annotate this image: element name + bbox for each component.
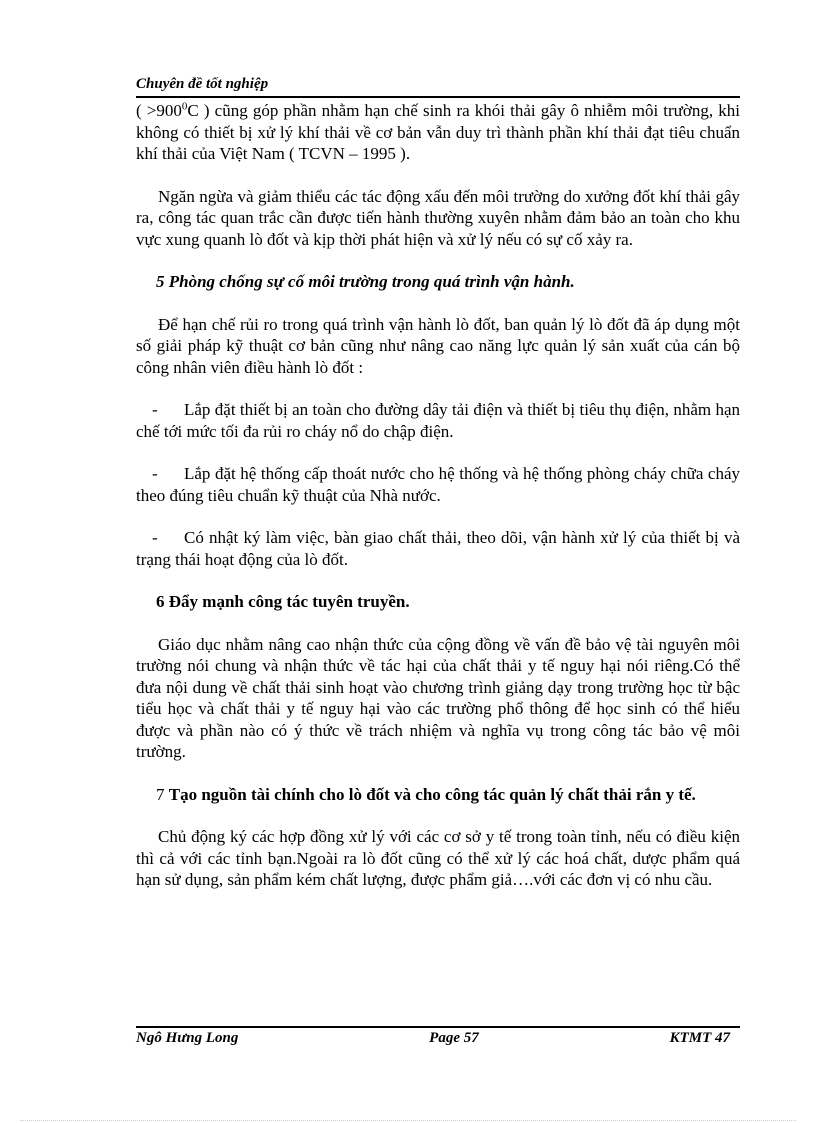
section-5-heading: 5 Phòng chống sự cố môi trường trong quá trình vận hành. xyxy=(156,272,575,291)
bullet-text: Lắp đặt thiết bị an toàn cho đường dây tải điện và thiết bị tiêu thụ điện, nhằm hạn chế tới mức tối đa rủi ro cháy nổ do chập điện. xyxy=(136,400,740,441)
page-footer xyxy=(136,1030,730,1047)
bullet-item xyxy=(136,463,740,506)
dash-bullet: - xyxy=(152,400,158,419)
section-7-heading xyxy=(136,784,740,806)
section-7-title: Tạo nguồn tài chính cho lò đốt và cho công tác quản lý chất thải rắn y tế. xyxy=(168,784,696,804)
document-body xyxy=(136,100,740,891)
intro-rest: C ) cũng góp phần nhằm hạn chế sinh ra khói thải gây ô nhiễm môi trường, khi không có thiết bị xử lý khí thải về cơ bản vẫn duy trì thành phần khí thải đạt tiêu chuẩn khí thải của Việt Nam ( TCVN – 1995 ). xyxy=(136,101,740,163)
bullet-item xyxy=(136,399,740,442)
bullet-text: Có nhật ký làm việc, bàn giao chất thải, theo dõi, vận hành xử lý của thiết bị và trạng thái hoạt động của lò đốt. xyxy=(136,528,740,569)
section-7-number: 7 xyxy=(156,784,169,804)
section-6-body: Giáo dục nhằm nâng cao nhận thức của cộng đồng về vấn đề bảo vệ tài nguyên môi trường nói chung và nhận thức về tác hại của chất thải y tế nguy hại nói riêng.Có thể đưa nội dung về chất thải sinh hoạt vào chương trình giảng dạy trong trường học từ bậc tiểu học và chất thải y tế nguy hại vào các trường phổ thông để học sinh có thể hiểu được và phần nào có ý thức về trách nhiệm và nghĩa vụ trong công tác bảo vệ môi trường. xyxy=(136,634,740,761)
intro-prefix: ( >900 xyxy=(136,101,182,120)
bullet-item xyxy=(136,527,740,570)
section-7-body: Chủ động ký các hợp đồng xử lý với các cơ sở y tế trong toàn tỉnh, nếu có điều kiện thì cả với các tỉnh bạn.Ngoài ra lò đốt cũng có thể xử lý các hoá chất, dược phẩm quá hạn sử dụng, sản phẩm kém chất lượng, được phẩm giả….với các đơn vị có nhu cầu. xyxy=(136,827,740,889)
page-header-title: Chuyên đề tốt nghiệp xyxy=(136,76,269,92)
bullet-text: Lắp đặt hệ thống cấp thoát nước cho hệ thống và hệ thống phòng cháy chữa cháy theo đúng tiêu chuẩn kỹ thuật của Nhà nước. xyxy=(136,464,740,505)
intro-paragraph xyxy=(136,100,740,165)
degree-superscript: 0 xyxy=(181,100,188,113)
footer-divider xyxy=(136,1026,740,1028)
header-divider xyxy=(136,96,740,98)
section-5-intro: Để hạn chế rủi ro trong quá trình vận hành lò đốt, ban quản lý lò đốt đã áp dụng một số giải pháp kỹ thuật cơ bản cũng như nâng cao năng lực quản lý sản xuất của cán bộ công nhân viên điều hành lò đốt : xyxy=(136,314,740,377)
dash-bullet: - xyxy=(152,464,158,483)
footer-author: Ngô Hưng Long xyxy=(136,1030,239,1046)
footer-class: KTMT 47 xyxy=(669,1030,730,1046)
section-6-heading: 6 Đẩy mạnh công tác tuyên truyền. xyxy=(156,592,410,611)
dash-bullet: - xyxy=(152,528,158,547)
footer-page-number: Page 57 xyxy=(429,1030,479,1046)
page-bottom-edge xyxy=(20,1120,796,1121)
monitoring-paragraph: Ngăn ngừa và giảm thiểu các tác động xấu đến môi trường do xưởng đốt khí thải gây ra, công tác quan trắc cần được tiến hành thường xuyên nhằm đảm bảo an toàn cho khu vực xung quanh lò đốt và kịp thời phát hiện và xử lý nếu có sự cố xảy ra. xyxy=(136,186,740,249)
